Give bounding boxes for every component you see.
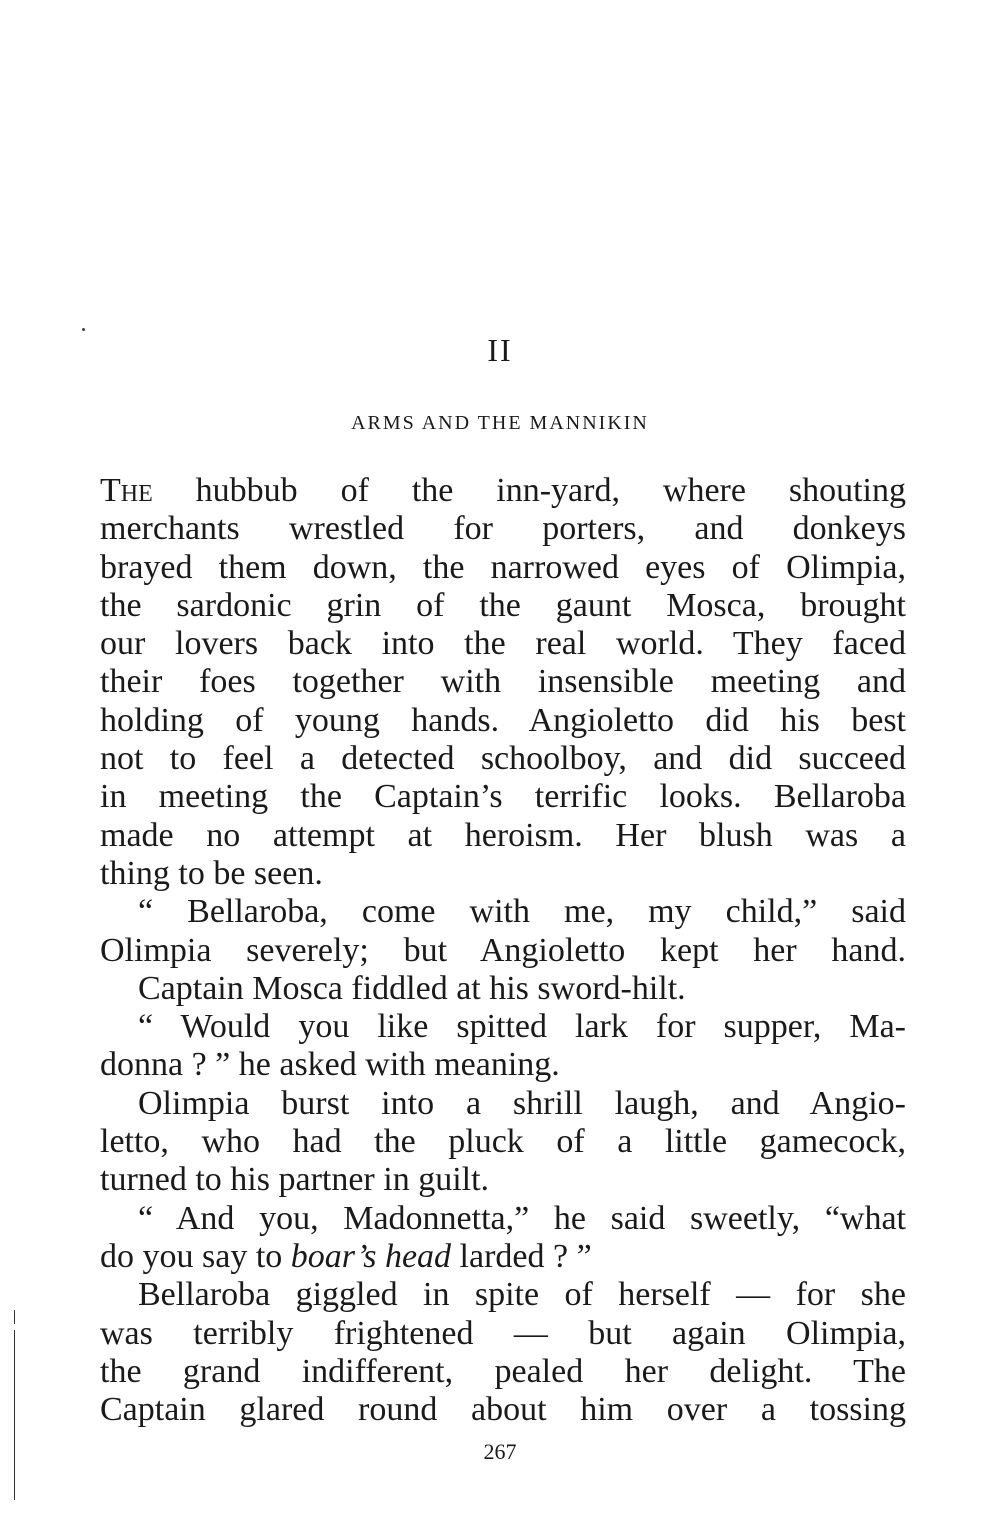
- text-line: Captain glared round about him over a tossing: [100, 1391, 906, 1429]
- text-line: Captain Mosca fiddled at his sword-hilt.: [138, 969, 686, 1007]
- chapter-number: II: [487, 332, 513, 368]
- text-line: letto, who had the pluck of a little gamecock,: [100, 1123, 906, 1161]
- text-line: The hubbub of the inn-yard, where shouting: [100, 472, 906, 509]
- chapter-title: ARMS AND THE MANNIKIN: [351, 412, 649, 434]
- text-line: Olimpia burst into a shrill laugh, and Angio-: [138, 1084, 906, 1122]
- text-line: the grand indifferent, pealed her delight. The: [100, 1352, 906, 1390]
- text-line: Olimpia severely; but Angioletto kept her hand.: [100, 931, 906, 969]
- text-line: turned to his partner in guilt.: [100, 1161, 490, 1199]
- text-line: “ Would you like spitted lark for supper, Ma-: [138, 1008, 906, 1046]
- text-line: not to feel a detected schoolboy, and did succeed: [100, 740, 906, 778]
- text-line: “ Bellaroba, come with me, my child,” said: [138, 893, 906, 931]
- text-line: Bellaroba giggled in spite of herself — for she: [138, 1276, 906, 1314]
- italic-phrase: boar’s head: [290, 1237, 452, 1275]
- text-line: our lovers back into the real world. They faced: [100, 625, 906, 663]
- body-text: [100, 472, 906, 1429]
- text-line: in meeting the Captain’s terrific looks. Bellaroba: [100, 778, 906, 816]
- lead-word: The: [100, 472, 153, 509]
- page-number: 267: [483, 1439, 517, 1464]
- text-line: “ And you, Madonnetta,” he said sweetly, “what: [138, 1199, 906, 1237]
- text-line: their foes together with insensible meeting and: [100, 663, 906, 701]
- text-line: was terribly frightened — but again Olimpia,: [100, 1314, 906, 1352]
- margin-rule: [14, 1330, 15, 1500]
- text-line: merchants wrestled for porters, and donkeys: [100, 510, 906, 548]
- text-line: thing to be seen.: [100, 854, 323, 892]
- text-line: holding of young hands. Angioletto did his best: [100, 701, 906, 739]
- text-line: do you say to boar’s head larded ? ”: [100, 1237, 592, 1275]
- text-line: the sardonic grin of the gaunt Mosca, brought: [100, 586, 906, 624]
- text-line: donna ? ” he asked with meaning.: [100, 1046, 560, 1084]
- text-line: made no attempt at heroism. Her blush was a: [100, 816, 906, 854]
- margin-mark-top: [14, 1310, 15, 1324]
- text-line: brayed them down, the narrowed eyes of Olimpia,: [100, 548, 906, 586]
